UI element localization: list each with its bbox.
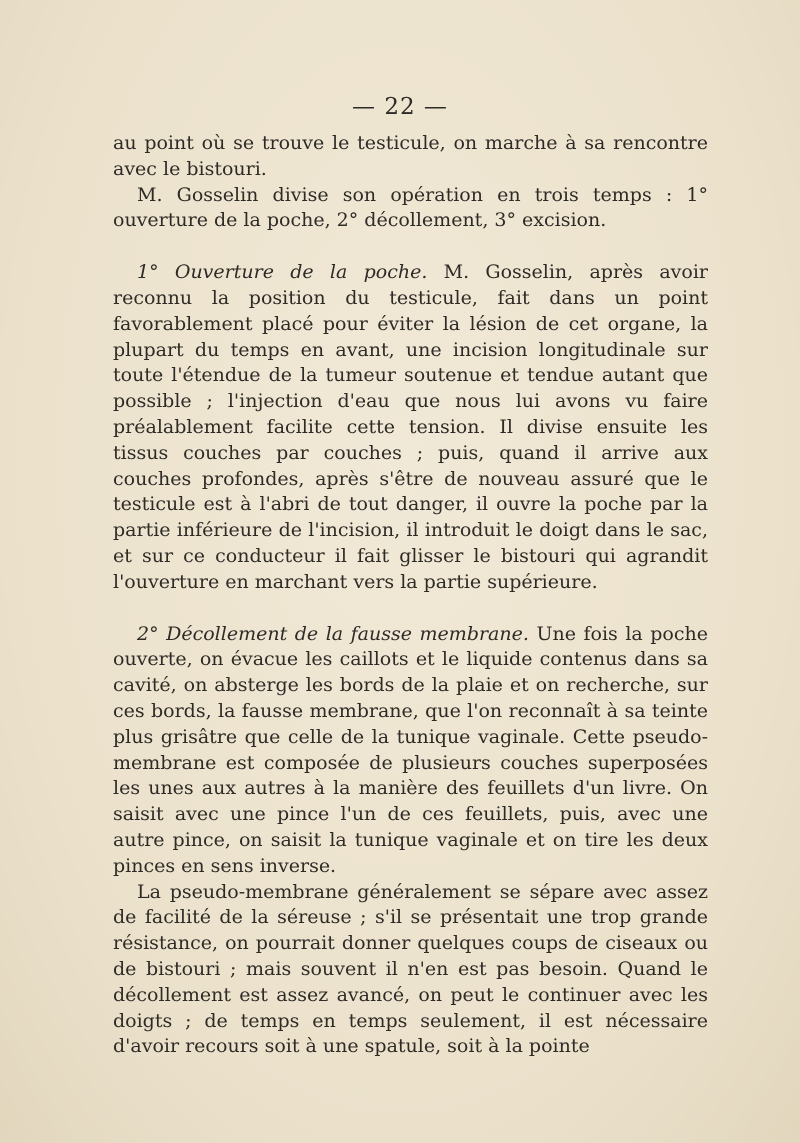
paragraph-text: M. Gosselin divise son opération en trois temps : 1° ouverture de la poche, 2° décollement, 3° excision. bbox=[113, 183, 708, 232]
paragraph-continuation bbox=[113, 131, 708, 183]
paragraph-step-1 bbox=[113, 260, 708, 595]
paragraph-overview bbox=[113, 183, 708, 235]
page-number: — 22 — bbox=[352, 94, 448, 120]
paragraph-text: La pseudo-membrane généralement se sépare avec assez de facilité de la séreuse ; s'il se présentait une trop grande résistance, on pourrait donner quelques coups de ciseaux ou de bistouri ; mais souvent il n'en est pas besoin. Quand le décollement est assez avancé, on peut le continuer avec les doigts ; de temps en temps seulement, il est nécessaire d'avoir recours soit à une spatule, soit à la pointe bbox=[113, 880, 708, 1058]
paragraph-pseudo-membrane bbox=[113, 880, 708, 1061]
paragraph-step-2 bbox=[113, 622, 708, 880]
section-heading-decollement: 2° Décollement de la fausse membrane. bbox=[137, 622, 529, 645]
paragraph-text: M. Gosselin, après avoir reconnu la position du testicule, fait dans un point favorablement placé pour éviter la lésion de cet organe, la plupart du temps en avant, une incision longitudinale sur toute l'étendue de la tumeur soutenue et tendue autant que possible ; l'injection d'eau que nous lui avons vu faire préalablement facilite cette tension. Il divise ensuite les tissus couches par couches ; puis, quand il arrive aux couches profondes, après s'être de nouveau assuré que le testicule est à l'abri de tout danger, il ouvre la poche par la partie inférieure de l'incision, il introduit le doigt dans le sac, et sur ce conducteur il fait glisser le bistouri qui agrandit l'ouverture en marchant vers la partie supérieure. bbox=[113, 261, 708, 593]
section-heading-ouverture: 1° Ouverture de la poche. bbox=[137, 261, 428, 284]
body-text bbox=[113, 131, 708, 1060]
paragraph-text: Une fois la poche ouverte, on évacue les caillots et le liquide contenus dans sa cavité, on absterge les bords de la plaie et on recherche, sur ces bords, la fausse membrane, que l'on reconnaît à sa teinte plus grisâtre que celle de la tunique vaginale. Cette pseudo-membrane est composée de plusieurs couches superposées les unes aux autres à la manière des feuillets d'un livre. On saisit avec une pince l'un de ces feuillets, puis, avec une autre pince, on saisit la tunique vaginale et on tire les deux pinces en sens inverse. bbox=[113, 622, 708, 877]
paragraph-text: au point où se trouve le testicule, on marche à sa rencontre avec le bistouri. bbox=[113, 132, 708, 180]
